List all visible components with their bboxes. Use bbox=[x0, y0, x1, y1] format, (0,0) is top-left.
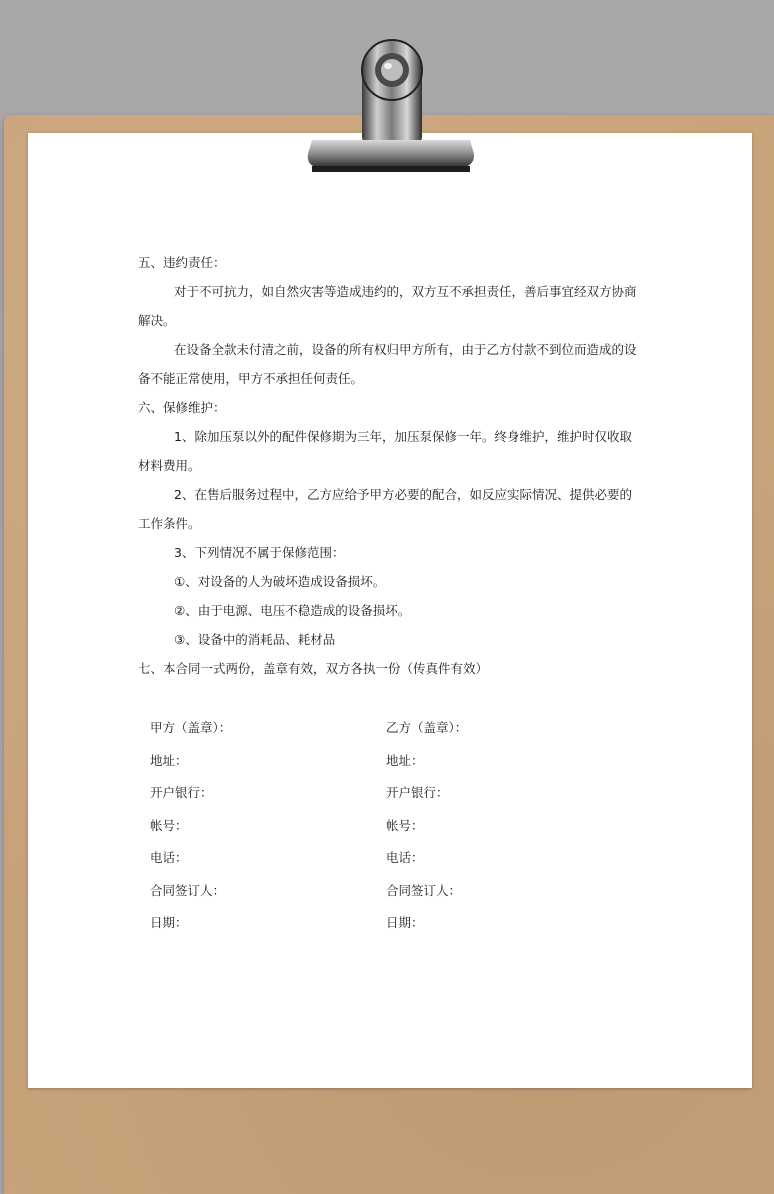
party-a-bank-label: 开户银行： bbox=[150, 785, 213, 800]
section6-item3: 3、下列情况不属于保修范围： bbox=[174, 545, 345, 560]
signature-row-address bbox=[150, 745, 640, 778]
party-a-phone-label: 电话： bbox=[150, 850, 188, 865]
section6-item2-line2: 工作条件。 bbox=[138, 516, 201, 531]
section5-paragraph1-line1: 对于不可抗力，如自然灾害等造成违约的，双方互不承担责任，善后事宜经双方协商 bbox=[174, 284, 637, 299]
party-a-signer-label: 合同签订人： bbox=[150, 882, 226, 898]
party-a-address-label: 地址： bbox=[150, 752, 188, 768]
contract-body bbox=[138, 248, 640, 683]
party-b-date-label: 日期： bbox=[386, 915, 424, 930]
party-a-account-label: 帐号： bbox=[150, 817, 188, 833]
exclusion-item-1: ①、对设备的人为破坏造成设备损坏。 bbox=[174, 574, 386, 589]
section5-paragraph2-line1: 在设备全款未付清之前，设备的所有权归甲方所有，由于乙方付款不到位而造成的设 bbox=[174, 342, 637, 357]
section6-item1-line1: 1、除加压泵以外的配件保修期为三年，加压泵保修一年。终身维护，维护时仅收取 bbox=[174, 429, 632, 444]
party-b-address-label: 地址： bbox=[386, 752, 424, 768]
section6-item2-line1: 2、在售后服务过程中，乙方应给予甲方必要的配合，如反应实际情况、提供必要的 bbox=[174, 487, 632, 502]
section5-title: 五、违约责任： bbox=[138, 255, 226, 270]
party-a-name-label: 甲方（盖章）： bbox=[150, 720, 232, 735]
party-b-signer-label: 合同签订人： bbox=[386, 882, 462, 898]
signature-row-bank bbox=[150, 777, 640, 810]
section5-paragraph1-line2: 解决。 bbox=[138, 313, 176, 328]
exclusion-item-3: ③、设备中的消耗品、耗材品 bbox=[174, 632, 336, 647]
section6-item1-line2: 材料费用。 bbox=[138, 458, 201, 473]
signature-row-date bbox=[150, 907, 640, 940]
exclusion-item-2: ②、由于电源、电压不稳造成的设备损坏。 bbox=[174, 603, 411, 618]
signature-row-account bbox=[150, 810, 640, 843]
party-b-phone-label: 电话： bbox=[386, 850, 424, 865]
section6-title: 六、保修维护： bbox=[138, 400, 226, 415]
party-b-bank-label: 开户银行： bbox=[386, 785, 449, 800]
section7: 七、本合同一式两份，盖章有效，双方各执一份（传真件有效） bbox=[138, 661, 489, 676]
party-a-date-label: 日期： bbox=[150, 915, 188, 930]
signature-row-name bbox=[150, 712, 640, 745]
party-b-name-label: 乙方（盖章）： bbox=[386, 720, 468, 735]
signature-row-signer bbox=[150, 875, 640, 908]
signature-row-phone bbox=[150, 842, 640, 875]
section5-paragraph2-line2: 备不能正常使用，甲方不承担任何责任。 bbox=[138, 371, 364, 386]
party-b-account-label: 帐号： bbox=[386, 817, 424, 833]
binder-clip-icon bbox=[290, 28, 490, 178]
signature-block bbox=[150, 712, 640, 940]
